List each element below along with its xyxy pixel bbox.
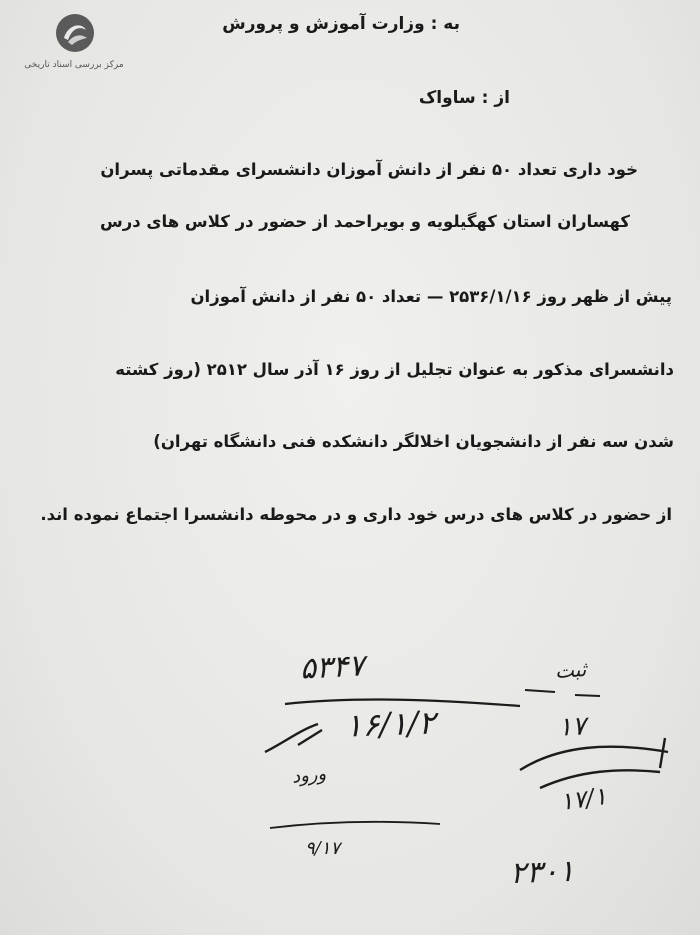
recipient-line: به : وزارت آموزش و پرورش bbox=[222, 14, 460, 34]
body-line-1: خود داری تعداد ۵۰ نفر از دانش آموزان دانشسرای مقدماتی پسران bbox=[100, 160, 638, 179]
handwritten-date: ۱۶/۱/۲ bbox=[344, 703, 436, 745]
body-line-2: کهساران استان کهگیلویه و بویراحمد از حضور در کلاس های درس bbox=[99, 212, 630, 231]
signature-scribble-right bbox=[520, 747, 668, 788]
handwritten-register-word: ثبت bbox=[554, 656, 588, 684]
body-line-3: پیش از ظهر روز ۲۵۳۶/۱/۱۶ — تعداد ۵۰ نفر از دانش آموزان bbox=[190, 287, 672, 306]
vertical-mark bbox=[660, 738, 665, 768]
handwritten-right-number-1: ۱۷ bbox=[557, 711, 587, 743]
underline-stroke-2 bbox=[270, 822, 440, 828]
sender-line: از : ساواک bbox=[418, 88, 510, 108]
handwritten-small-number: ۹/۱۷ bbox=[305, 838, 341, 859]
handwritten-receipt-label: ورود bbox=[290, 763, 328, 788]
handwritten-right-number-2: ۱۷/۱ bbox=[558, 781, 609, 817]
handwritten-number-1: ۵۳۴۷ bbox=[299, 648, 366, 687]
handwritten-bottom-number: ۲۳۰۱ bbox=[509, 853, 576, 892]
dash-marks bbox=[525, 690, 600, 696]
body-line-6: از حضور در کلاس های درس خود داری و در محوطه دانشسرا اجتماع نموده اند. bbox=[40, 505, 672, 524]
body-line-4: دانشسرای مذکور به عنوان تجلیل از روز ۱۶ آذر سال ۲۵۱۲ (روز کشته bbox=[115, 360, 674, 379]
logo-caption: مرکز بررسی اسناد تاریخی bbox=[24, 60, 124, 70]
signature-scribble-left bbox=[265, 724, 322, 752]
body-line-5: شدن سه نفر از دانشجویان اخلالگر دانشکده فنی دانشگاه تهران) bbox=[153, 432, 674, 451]
